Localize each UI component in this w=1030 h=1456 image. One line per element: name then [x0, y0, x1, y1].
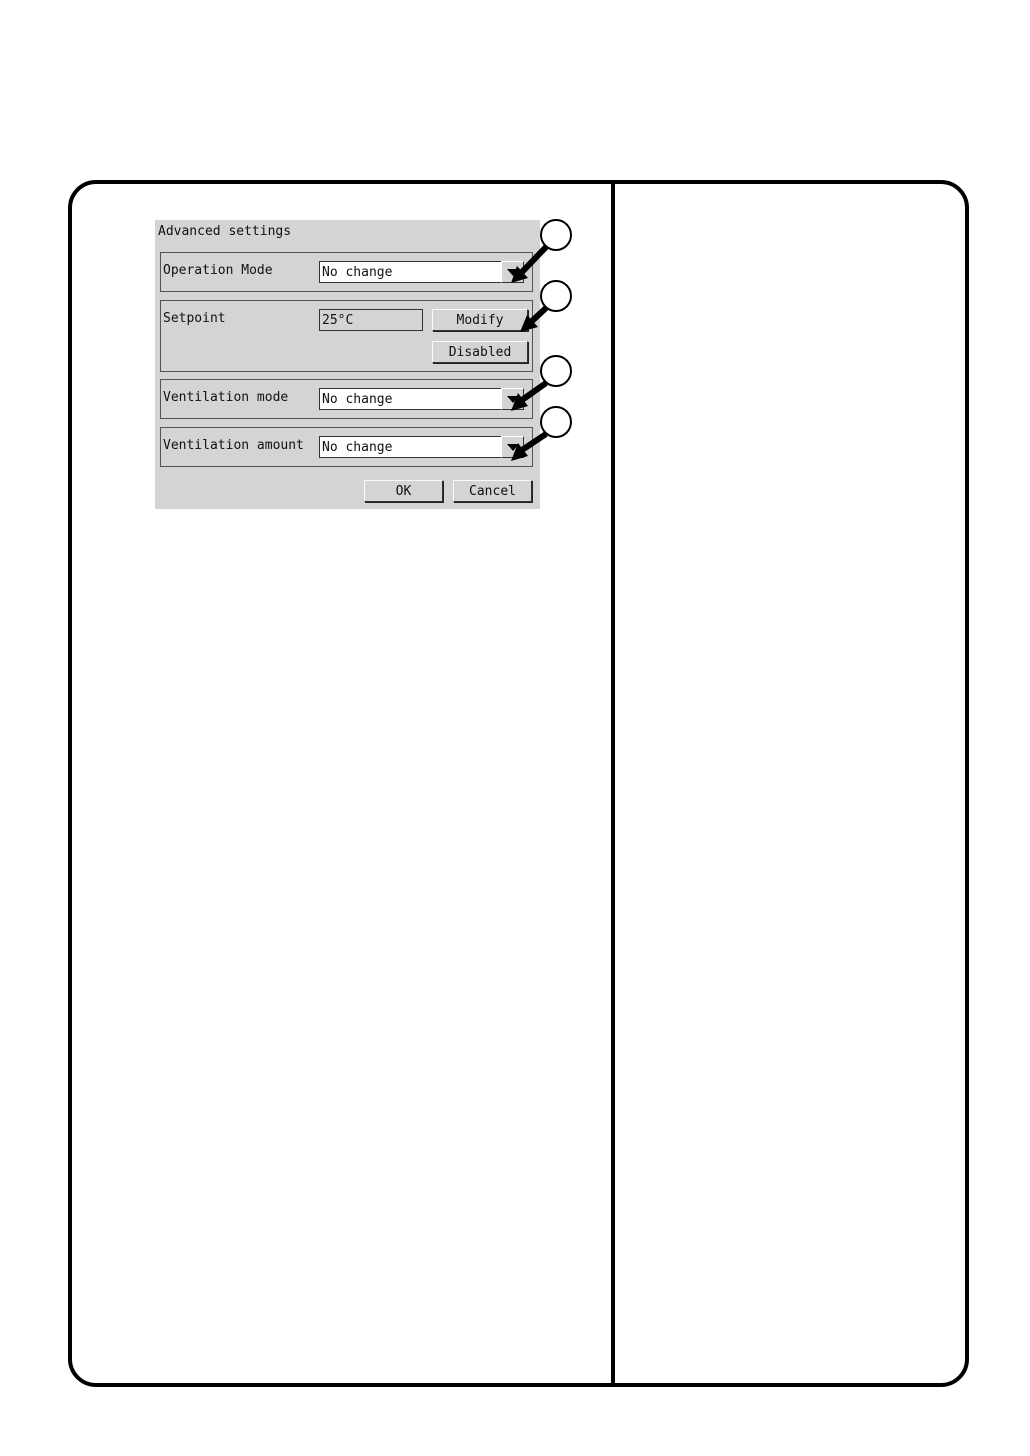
disabled-button[interactable]: Disabled	[432, 341, 528, 363]
ventilation-mode-group	[160, 379, 533, 419]
modify-button[interactable]: Modify	[432, 309, 528, 331]
ventilation-mode-label: Ventilation mode	[163, 390, 289, 405]
setpoint-field	[319, 309, 423, 331]
ventilation-amount-label: Ventilation amount	[163, 438, 304, 453]
setpoint-value: 25°C	[322, 313, 354, 328]
operation-mode-select[interactable]	[319, 261, 524, 283]
operation-mode-group	[160, 252, 533, 292]
column-divider	[611, 182, 615, 1384]
ventilation-amount-value: No change	[322, 440, 393, 455]
cancel-button[interactable]: Cancel	[453, 480, 532, 502]
operation-mode-value: No change	[322, 265, 393, 280]
setpoint-label: Setpoint	[163, 311, 226, 326]
advanced-settings-dialog	[155, 220, 540, 509]
chevron-down-icon[interactable]	[501, 388, 524, 410]
setpoint-group	[160, 300, 533, 372]
dialog-title: Advanced settings	[158, 224, 292, 239]
chevron-down-icon[interactable]	[501, 261, 524, 283]
ventilation-amount-select[interactable]	[319, 436, 524, 458]
ventilation-mode-value: No change	[322, 392, 393, 407]
ventilation-amount-group	[160, 427, 533, 467]
chevron-down-icon[interactable]	[501, 436, 524, 458]
ok-button[interactable]: OK	[364, 480, 443, 502]
ventilation-mode-select[interactable]	[319, 388, 524, 410]
operation-mode-label: Operation Mode	[163, 263, 273, 278]
